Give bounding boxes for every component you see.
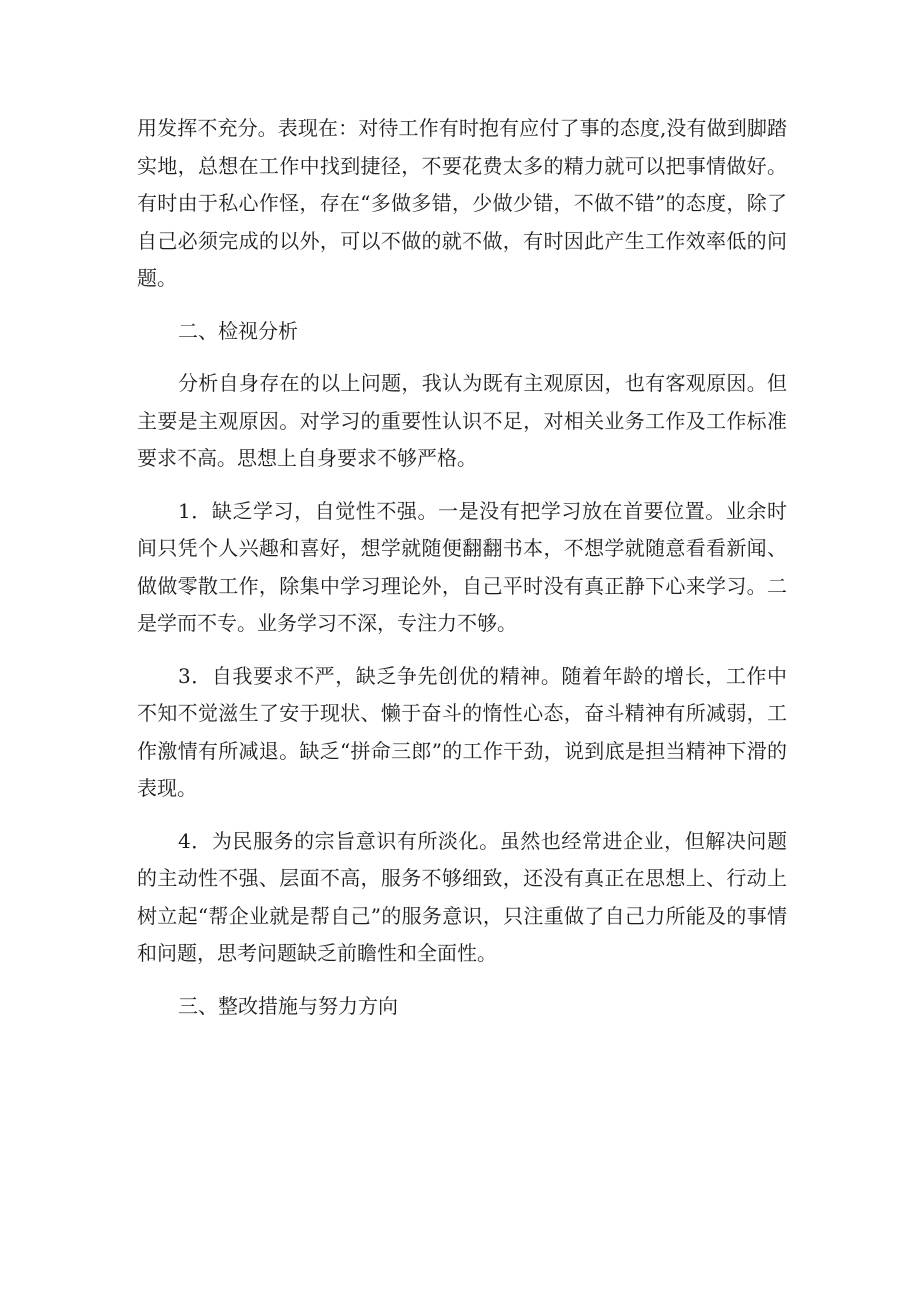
paragraph-item-4: 4．为民服务的宗旨意识有所淡化。虽然也经常进企业，但解决问题的主动性不强、层面不高，服务不够细致，还没有真正在思想上、行动上树立起“帮企业就是帮自己”的服务意识，只注重做了自己力所能及的事情和问题，思考问题缺乏前瞻性和全面性。 — [137, 828, 787, 965]
paragraph-continuation: 用发挥不充分。表现在：对待工作有时抱有应付了事的态度,没有做到脚踏实地，总想在工作中找到捷径，不要花费太多的精力就可以把事情做好。有时由于私心作怪，存在“多做多错，少做少错，不做不错”的态度，除了自己必须完成的以外，可以不做的就不做，有时因此产生工作效率低的问题。 — [137, 116, 787, 290]
section-heading-measures: 三、整改措施与努力方向 — [178, 993, 398, 1018]
paragraph-item-1: 1．缺乏学习，自觉性不强。一是没有把学习放在首要位置。业余时间只凭个人兴趣和喜好，想学就随便翻翻书本，不想学就随意看看新闻、做做零散工作，除集中学习理论外，自己平时没有真正静下心来学习。二是学而不专。业务学习不深，专注力不够。 — [137, 498, 787, 635]
paragraph-item-3: 3．自我要求不严，缺乏争先创优的精神。随着年龄的增长，工作中不知不觉滋生了安于现状、懒于奋斗的惰性心态，奋斗精神有所减弱，工作激情有所减退。缺乏“拼命三郎”的工作干劲，说到底是担当精神下滑的表现。 — [137, 663, 787, 800]
document-body — [137, 110, 787, 1040]
paragraph-analysis-intro: 分析自身存在的以上问题，我认为既有主观原因，也有客观原因。但主要是主观原因。对学习的重要性认识不足，对相关业务工作及工作标准要求不高。思想上自身要求不够严格。 — [137, 371, 787, 470]
section-heading-analysis: 二、检视分析 — [178, 318, 298, 343]
